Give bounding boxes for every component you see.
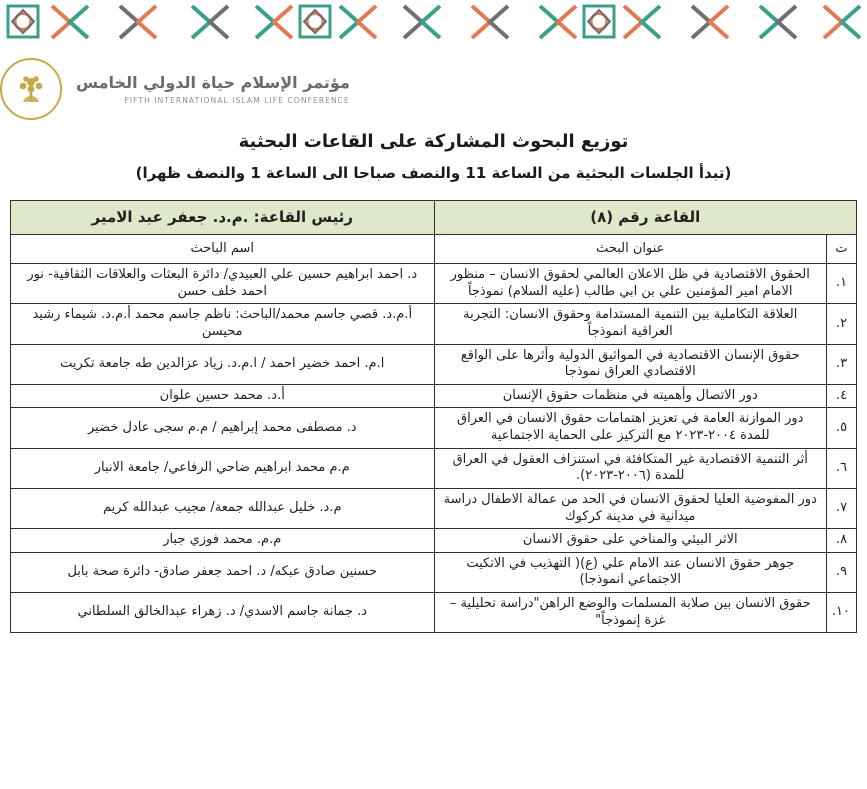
row-number: ١٠. [826, 593, 856, 633]
table-row [11, 264, 857, 304]
row-number: ٩. [826, 552, 856, 592]
table-body [11, 264, 857, 633]
row-research-title: الحقوق الاقتصادية في ظل الاعلان العالمي لحقوق الانسان – منظور الامام امير المؤمنين علي بن ابي طالب (عليه السلام) نموذجاً [434, 264, 826, 304]
row-number: ١. [826, 264, 856, 304]
row-researcher: م.م. محمد فوزي جبار [11, 529, 435, 553]
table-row [11, 529, 857, 553]
row-number: ٨. [826, 529, 856, 553]
row-number: ٦. [826, 448, 856, 488]
row-researcher: د. مصطفى محمد إبراهيم / م.م سجى عادل خضير [11, 408, 435, 448]
table-row [11, 408, 857, 448]
row-researcher: م.م محمد ابراهيم ضاحي الرفاعي/ جامعة الانبار [11, 448, 435, 488]
row-research-title: جوهر حقوق الانسان عند الامام علي (ع)( التهذيب في الاتكيت الاجتماعي انموذجا) [434, 552, 826, 592]
row-researcher: أ.م.د. قصي جاسم محمد/الباحث: ناظم جاسم محمد أ.م.د. شيماء رشيد محيسن [11, 304, 435, 344]
table-header-row [11, 201, 857, 235]
table-row [11, 488, 857, 528]
row-number: ٣. [826, 344, 856, 384]
column-header-title: عنوان البحث [434, 235, 826, 264]
tree-emblem-icon [0, 58, 62, 120]
row-research-title: دور الموازنة العامة في تعزيز اهتمامات حقوق الانسان في العراق للمدة ٢٠٠٤-٢٠٢٣ مع التركيز على الحماية الاجتماعية [434, 408, 826, 448]
table-row [11, 344, 857, 384]
table-row [11, 593, 857, 633]
band-pattern-icon [0, 0, 867, 44]
row-number: ٥. [826, 408, 856, 448]
row-number: ٢. [826, 304, 856, 344]
row-research-title: الاثر البيئي والمناخي على حقوق الانسان [434, 529, 826, 553]
row-research-title: حقوق الانسان بين صلابة المسلمات والوضع الراهن"دراسة تحليلية – غزة إنموذجاً" [434, 593, 826, 633]
table-row [11, 552, 857, 592]
document-headings [0, 131, 867, 182]
row-research-title: حقوق الإنسان الاقتصادية في المواثيق الدولية وأثرها على الواقع الاقتصادي العراق نموذجا [434, 344, 826, 384]
row-number: ٤. [826, 384, 856, 408]
decorative-top-band [0, 0, 867, 45]
row-number: ٧. [826, 488, 856, 528]
table-row [11, 448, 857, 488]
row-researcher: د. احمد ابراهيم حسين علي العبيدي/ دائرة البعثات والعلاقات الثقافية- نور احمد خلف حسن [11, 264, 435, 304]
conference-title-english: FIFTH INTERNATIONAL ISLAM LIFE CONFERENCE [124, 95, 350, 105]
table-row [11, 384, 857, 408]
row-research-title: العلاقة التكاملية بين التنمية المستدامة وحقوق الانسان: التجربة العراقية انموذجاً [434, 304, 826, 344]
row-research-title: دور المفوضية العليا لحقوق الانسان في الحد من عمالة الاطفال دراسة ميدانية في مدينة كركوك [434, 488, 826, 528]
page-title: توزيع البحوث المشاركة على القاعات البحثية [238, 131, 629, 152]
row-research-title: دور الاتصال وأهميته في منظمات حقوق الإنسان [434, 384, 826, 408]
row-researcher: أ.د. محمد حسين علوان [11, 384, 435, 408]
row-researcher: ا.م. احمد خضير احمد / ا.م.د. زياد عزالدين طه جامعة تكريت [11, 344, 435, 384]
column-header-researcher: اسم الباحث [11, 235, 435, 264]
table-subheader-row [11, 235, 857, 264]
conference-title-arabic: مؤتمر الإسلام حياة الدولي الخامس [76, 72, 350, 92]
row-researcher: د. جمانة جاسم الاسدي/ د. زهراء عبدالخالق السلطاني [11, 593, 435, 633]
row-research-title: أثر التنمية الاقتصادية غير المتكافئة في استنزاف العقول في العراق للمدة (٢٠٠٦-٢٠٢٣). [434, 448, 826, 488]
hall-header-cell: القاعة رقم (٨) [434, 201, 856, 235]
research-schedule-table [10, 200, 857, 633]
row-researcher: حسنين صادق عبكه/ د. احمد جعفر صادق- دائرة صحة بابل [11, 552, 435, 592]
table-row [11, 304, 857, 344]
page-subtitle: (تبدأ الجلسات البحثية من الساعة 11 والنصف صباحا الى الساعة 1 والنصف ظهرا) [135, 164, 732, 182]
chair-header-cell: رئيس القاعة: .م.د. جعفر عبد الامير [11, 201, 435, 235]
schedule-table-wrap [0, 182, 867, 633]
conference-logo-row [0, 45, 867, 107]
conference-logo-text [76, 73, 350, 105]
column-header-num: ت [826, 235, 856, 264]
row-researcher: م.د. خليل عبدالله جمعة/ مجيب عبدالله كريم [11, 488, 435, 528]
